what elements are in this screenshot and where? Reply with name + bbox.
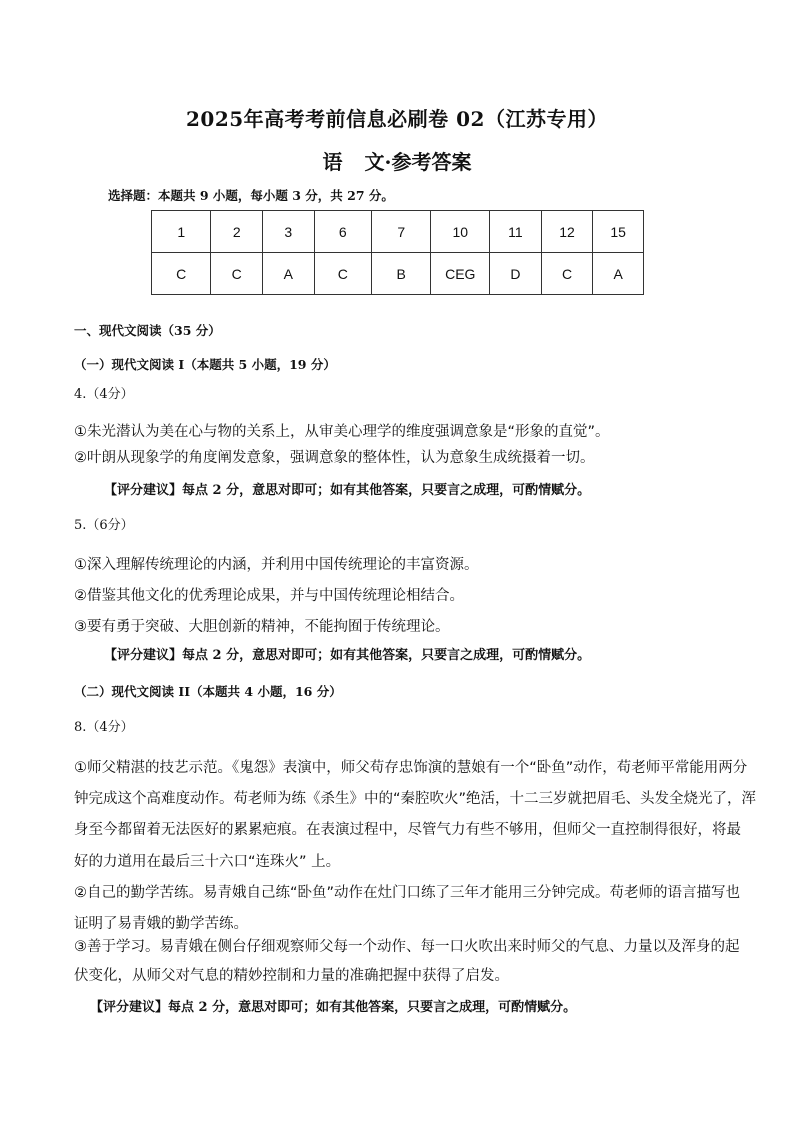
question-number-cell: 6 <box>314 211 371 253</box>
question-number-row <box>152 211 644 253</box>
question-4-label: 4.（4分） <box>74 387 134 402</box>
question-5-point-3: ③要有勇于突破、大胆创新的精神，不能拘囿于传统理论。 <box>74 619 450 635</box>
question-8-point-1-line-3: 身至今都留着无法医好的累累疤痕。在表演过程中，尽管气力有些不够用，但师父一直控制得很好，将最 <box>74 822 741 838</box>
question-number-cell: 7 <box>372 211 431 253</box>
question-8-point-1-line-4: 好的力道用在最后三十六口“连珠火” 上。 <box>74 854 341 870</box>
question-5-scoring-note: 【评分建议】每点 2 分，意思对即可；如有其他答案，只要言之成理，可酌情赋分。 <box>104 648 591 663</box>
question-5-label: 5.（6分） <box>74 518 134 533</box>
question-5-point-2: ②借鉴其他文化的优秀理论成果，并与中国传统理论相结合。 <box>74 588 464 604</box>
page-subtitle <box>0 146 794 175</box>
answer-cell: A <box>593 253 644 295</box>
answer-cell: C <box>211 253 263 295</box>
section-heading-modern-reading: 一、现代文阅读（35 分） <box>74 323 221 338</box>
question-number-cell: 1 <box>152 211 211 253</box>
question-8-point-1-line-2: 钟完成这个高难度动作。苟老师为练《杀生》中的“秦腔吹火”绝活，十二三岁就把眉毛、头发全烧光了，浑 <box>74 791 757 807</box>
question-8-point-2-line-2: 证明了易青娥的勤学苦练。 <box>74 916 248 932</box>
question-number-cell: 11 <box>490 211 542 253</box>
part-heading-reading-one: （一）现代文阅读 I（本题共 5 小题，19 分） <box>74 357 336 372</box>
answer-cell: B <box>372 253 431 295</box>
answer-cell: CEG <box>431 253 490 295</box>
question-8-scoring-note: 【评分建议】每点 2 分，意思对即可；如有其他答案，只要言之成理，可酌情赋分。 <box>90 1000 577 1015</box>
part-heading-reading-two: （二）现代文阅读 II（本题共 4 小题，16 分） <box>74 684 342 699</box>
question-4-point-1: ①朱光潜认为美在心与物的关系上，从审美心理学的维度强调意象是“形象的直觉”。 <box>74 424 610 440</box>
answer-cell: C <box>541 253 593 295</box>
page-title: 2025年高考考前信息必刷卷 02（江苏专用） <box>186 107 608 131</box>
answer-cell: C <box>152 253 211 295</box>
question-8-point-3-line-1: ③善于学习。易青娥在侧台仔细观察师父每一个动作、每一口火吹出来时师父的气息、力量以及浑身的起 <box>74 939 740 955</box>
question-number-cell: 10 <box>431 211 490 253</box>
question-8-point-1-line-1: ①师父精湛的技艺示范。《鬼怨》表演中，师父苟存忠饰演的慧娘有一个“卧鱼”动作，苟老师平常能用两分 <box>74 760 748 776</box>
answer-cell: C <box>314 253 371 295</box>
question-number-cell: 12 <box>541 211 593 253</box>
answer-table <box>151 210 644 295</box>
answer-row <box>152 253 644 295</box>
answer-cell: D <box>490 253 542 295</box>
question-8-label: 8.（4分） <box>74 720 134 735</box>
question-8-point-2-line-1: ②自己的勤学苦练。易青娥自己练“卧鱼”动作在灶门口练了三年才能用三分钟完成。苟老师的语言描写也 <box>74 885 741 901</box>
question-5-point-1: ①深入理解传统理论的内涵，并利用中国传统理论的丰富资源。 <box>74 557 479 573</box>
question-4-scoring-note: 【评分建议】每点 2 分，意思对即可；如有其他答案，只要言之成理，可酌情赋分。 <box>104 483 591 498</box>
answer-cell: A <box>263 253 315 295</box>
subtitle-answer-key: 文·参考答案 <box>364 150 472 174</box>
subtitle-subject: 语 <box>322 150 343 174</box>
question-number-cell: 3 <box>263 211 315 253</box>
question-number-cell: 2 <box>211 211 263 253</box>
question-number-cell: 15 <box>593 211 644 253</box>
question-8-point-3-line-2: 伏变化，从师父对气息的精妙控制和力量的准确把握中获得了启发。 <box>74 968 509 984</box>
choice-intro: 选择题：本题共 9 小题，每小题 3 分，共 27 分。 <box>108 188 394 203</box>
question-4-point-2: ②叶朗从现象学的角度阐发意象，强调意象的整体性，认为意象生成统摄着一切。 <box>74 450 595 466</box>
